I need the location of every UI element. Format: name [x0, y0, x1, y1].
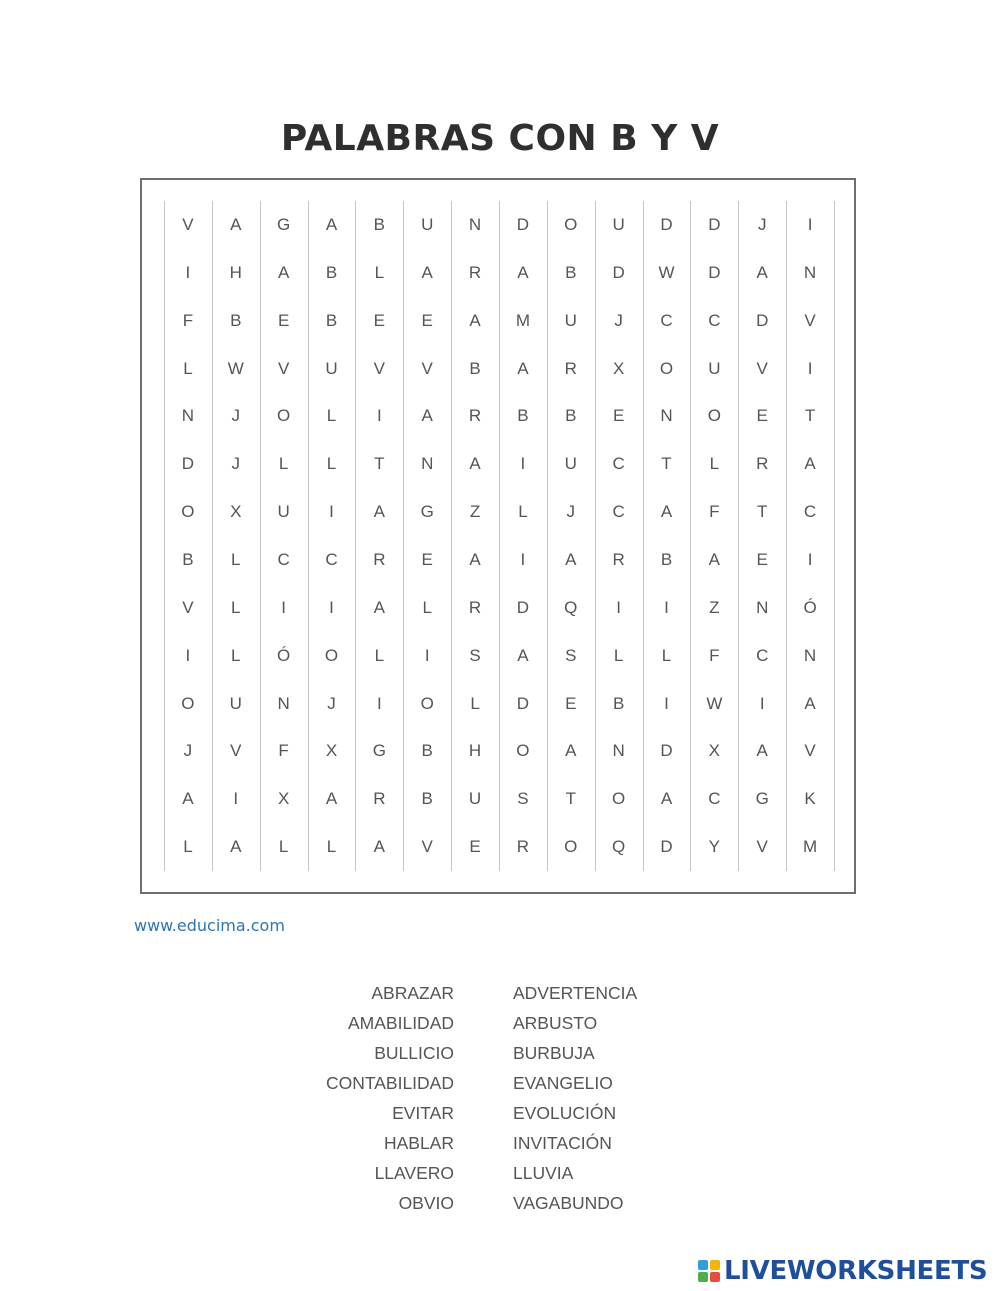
grid-letter[interactable]: N	[468, 215, 482, 234]
grid-letter[interactable]: V	[756, 837, 768, 857]
grid-letter[interactable]: A	[469, 310, 481, 330]
word-list-item: ARBUSTO	[513, 1013, 598, 1033]
grid-letter[interactable]: E	[612, 406, 625, 426]
grid-letter[interactable]: O	[516, 741, 530, 761]
grid-letter[interactable]: J	[327, 693, 336, 713]
grid-letter[interactable]: V	[421, 358, 433, 378]
grid-letter[interactable]: A	[325, 789, 338, 809]
grid-letter[interactable]: F	[709, 645, 720, 665]
grid-letter[interactable]: L	[231, 645, 241, 665]
word-list-item: AMABILIDAD	[348, 1013, 454, 1033]
grid-letter[interactable]: R	[468, 597, 482, 617]
grid-letter[interactable]: I	[233, 789, 239, 809]
grid-letter[interactable]: V	[373, 358, 386, 378]
grid-letter[interactable]: W	[227, 358, 244, 378]
grid-letter[interactable]: C	[708, 789, 721, 809]
grid-letter[interactable]: V	[421, 837, 433, 857]
grid-letter[interactable]: C	[612, 454, 625, 474]
grid-letter[interactable]: D	[516, 215, 530, 234]
word-list-item: ABRAZAR	[371, 983, 454, 1003]
grid-letter[interactable]: A	[469, 454, 481, 474]
grid-letter[interactable]: I	[376, 406, 382, 426]
liveworksheets-logo[interactable]	[698, 1255, 987, 1287]
grid-letter[interactable]: U	[325, 358, 338, 378]
grid-letter[interactable]: B	[469, 358, 481, 378]
grid-letter[interactable]: I	[759, 693, 765, 713]
grid-letter[interactable]: U	[277, 502, 290, 522]
grid-letter[interactable]: V	[804, 741, 816, 761]
grid-letter[interactable]: M	[802, 837, 818, 857]
grid-letter[interactable]: X	[325, 741, 338, 761]
grid-letter[interactable]: H	[229, 262, 242, 282]
grid-letter[interactable]: N	[756, 597, 769, 617]
grid-letter[interactable]: V	[804, 310, 816, 330]
grid-letter[interactable]: A	[660, 789, 673, 809]
grid-letter[interactable]: A	[804, 454, 816, 474]
grid-letter[interactable]: E	[756, 406, 768, 426]
grid-letter[interactable]: I	[807, 215, 813, 234]
grid-letter[interactable]: C	[708, 310, 721, 330]
page-title: PALABRAS CON B Y V	[280, 118, 720, 159]
grid-letter[interactable]: D	[181, 454, 195, 474]
grid-letter[interactable]: D	[516, 693, 530, 713]
grid-letter[interactable]: I	[329, 597, 334, 617]
grid-letter[interactable]: V	[182, 215, 194, 234]
grid-letter[interactable]: E	[277, 310, 290, 330]
grid-letter[interactable]: S	[469, 645, 481, 665]
grid-letter[interactable]: I	[807, 550, 813, 569]
grid-letter[interactable]: E	[565, 693, 577, 713]
grid-letter[interactable]: B	[660, 550, 673, 569]
grid-letter[interactable]: A	[421, 406, 433, 426]
grid-letter[interactable]: D	[660, 215, 673, 234]
grid-letter[interactable]: Ó	[277, 645, 291, 665]
grid-letter[interactable]: O	[181, 502, 195, 522]
grid-letter[interactable]: Y	[708, 837, 721, 857]
grid-letter[interactable]: H	[468, 741, 482, 761]
grid-letter[interactable]: D	[660, 837, 673, 857]
word-list-right	[513, 980, 763, 1220]
grid-letter[interactable]: L	[709, 454, 720, 474]
grid-letter[interactable]: E	[756, 550, 768, 569]
grid-letter[interactable]: L	[326, 837, 337, 857]
grid-letter[interactable]: R	[468, 262, 482, 282]
grid-letter[interactable]: X	[277, 789, 290, 809]
word-list-item: VAGABUNDO	[513, 1193, 624, 1213]
grid-letter[interactable]: V	[756, 358, 768, 378]
grid-letter[interactable]: L	[326, 454, 337, 474]
grid-letter[interactable]: B	[373, 215, 386, 234]
grid-letter[interactable]: C	[612, 502, 625, 522]
grid-letter[interactable]: B	[421, 741, 433, 761]
grid-letter[interactable]: G	[277, 215, 291, 234]
word-list-left	[250, 980, 454, 1220]
grid-letter[interactable]: J	[231, 406, 241, 426]
grid-letter[interactable]: L	[470, 693, 480, 713]
grid-letter[interactable]: Z	[709, 597, 720, 617]
grid-letter[interactable]: I	[520, 454, 526, 474]
grid-letter[interactable]: O	[564, 837, 578, 857]
grid-letter[interactable]: T	[661, 454, 672, 474]
grid-letter[interactable]: U	[468, 789, 482, 809]
grid-letter[interactable]: D	[708, 215, 721, 234]
grid-letter[interactable]: W	[658, 262, 675, 282]
grid-letter[interactable]: L	[326, 406, 337, 426]
grid-letter[interactable]: O	[612, 789, 626, 809]
grid-letter[interactable]: I	[520, 550, 526, 569]
grid-letter[interactable]: M	[515, 310, 530, 330]
grid-letter[interactable]: Q	[564, 597, 578, 617]
grid-letter[interactable]: R	[516, 837, 530, 857]
grid-letter[interactable]: A	[565, 550, 577, 569]
grid-letter[interactable]: O	[707, 406, 721, 426]
grid-letter[interactable]: A	[469, 550, 481, 569]
grid-letter[interactable]: R	[373, 550, 386, 569]
grid-letter[interactable]: A	[756, 262, 768, 282]
logo-text: LIVEWORKSHEETS	[724, 1256, 988, 1286]
grid-letter[interactable]: L	[183, 358, 193, 378]
grid-letter[interactable]: T	[565, 789, 576, 809]
grid-letter[interactable]: O	[181, 693, 195, 713]
grid-letter[interactable]: C	[325, 550, 338, 569]
grid-letter[interactable]: L	[613, 645, 624, 665]
grid-letter[interactable]: A	[517, 358, 529, 378]
word-list-item: OBVIO	[398, 1193, 454, 1213]
grid-letter[interactable]: V	[182, 597, 194, 617]
grid-letter[interactable]: E	[469, 837, 481, 857]
grid-letter[interactable]: L	[661, 645, 672, 665]
grid-letter[interactable]: X	[708, 741, 721, 761]
grid-letter[interactable]: I	[281, 597, 286, 617]
grid-letter[interactable]: A	[804, 693, 816, 713]
grid-letter[interactable]: O	[420, 693, 434, 713]
grid-letter[interactable]: U	[612, 215, 625, 234]
grid-letter[interactable]: N	[421, 454, 434, 474]
grid-letter[interactable]: N	[660, 406, 673, 426]
grid-letter[interactable]: G	[372, 741, 386, 761]
grid-letter[interactable]: I	[424, 645, 430, 665]
grid-letter[interactable]: N	[277, 693, 290, 713]
grid-letter[interactable]: D	[708, 262, 721, 282]
grid-letter[interactable]: B	[182, 550, 194, 569]
grid-letter[interactable]: R	[373, 789, 386, 809]
grid-letter[interactable]: U	[421, 215, 434, 234]
grid-letter[interactable]: E	[421, 310, 433, 330]
grid-letter[interactable]: A	[517, 645, 529, 665]
grid-letter[interactable]: X	[230, 502, 242, 522]
grid-letter[interactable]: I	[807, 358, 813, 378]
grid-letter[interactable]: A	[182, 789, 194, 809]
grid-letter[interactable]: B	[517, 406, 529, 426]
grid-letter[interactable]: R	[468, 406, 482, 426]
grid-letter[interactable]: F	[182, 310, 194, 330]
grid-letter[interactable]: B	[612, 693, 625, 713]
grid-letter[interactable]: A	[756, 741, 768, 761]
grid-letter[interactable]: L	[231, 597, 241, 617]
grid-letter[interactable]: L	[374, 262, 385, 282]
grid-letter[interactable]: B	[325, 262, 338, 282]
word-list-item: LLUVIA	[513, 1163, 574, 1183]
grid-column-divider	[834, 201, 835, 871]
grid-letter[interactable]: Z	[469, 502, 481, 522]
grid-letter[interactable]: L	[231, 550, 241, 569]
grid-letter[interactable]: E	[373, 310, 386, 330]
grid-letter[interactable]: J	[231, 454, 241, 474]
grid-letter[interactable]: G	[755, 789, 769, 809]
grid-letter[interactable]: D	[660, 741, 673, 761]
grid-letter[interactable]: B	[565, 406, 577, 426]
grid-letter[interactable]: F	[278, 741, 289, 761]
grid-letter[interactable]: T	[757, 502, 768, 522]
grid-letter[interactable]: L	[183, 837, 193, 857]
grid-letter[interactable]: U	[708, 358, 721, 378]
grid-letter[interactable]: J	[614, 310, 623, 330]
grid-letter[interactable]: Ó	[803, 597, 817, 617]
grid-letter[interactable]: D	[516, 597, 530, 617]
word-list-item: HABLAR	[383, 1133, 454, 1153]
grid-letter[interactable]: N	[612, 741, 625, 761]
grid-letter[interactable]: L	[518, 502, 528, 522]
grid-letter[interactable]: A	[373, 502, 386, 522]
grid-letter[interactable]: O	[659, 358, 674, 378]
grid-letter[interactable]: T	[374, 454, 385, 474]
grid-letter[interactable]: A	[373, 597, 386, 617]
word-list-item: INVITACIÓN	[513, 1133, 612, 1153]
grid-letter[interactable]: B	[230, 310, 242, 330]
word-list-item: EVITAR	[392, 1103, 454, 1123]
grid-letter[interactable]: I	[185, 262, 191, 282]
word-list-item: LLAVERO	[374, 1163, 454, 1183]
grid-letter[interactable]: I	[664, 597, 669, 617]
grid-letter[interactable]: W	[706, 693, 723, 713]
grid-letter[interactable]: T	[804, 406, 816, 426]
grid-letter[interactable]: I	[329, 502, 334, 522]
grid-letter[interactable]: L	[278, 454, 289, 474]
grid-letter[interactable]: E	[421, 550, 433, 569]
grid-letter[interactable]: B	[565, 262, 577, 282]
grid-letter[interactable]: A	[277, 262, 290, 282]
grid-letter[interactable]: N	[181, 406, 195, 426]
grid-letter[interactable]: I	[664, 693, 669, 713]
grid-letter[interactable]: A	[230, 215, 242, 234]
word-list-item: CONTABILIDAD	[325, 1073, 454, 1093]
grid-letter[interactable]: A	[660, 502, 673, 522]
grid-letter[interactable]: V	[277, 358, 290, 378]
grid-letter[interactable]: A	[565, 741, 577, 761]
grid-letter[interactable]: R	[612, 550, 625, 569]
grid-letter[interactable]: J	[566, 502, 576, 522]
grid-letter[interactable]: D	[612, 262, 625, 282]
word-search-grid	[164, 201, 834, 871]
grid-letter[interactable]: R	[756, 454, 769, 474]
word-list-item: EVANGELIO	[513, 1073, 613, 1093]
grid-letter[interactable]: A	[373, 837, 386, 857]
grid-letter[interactable]: V	[230, 741, 242, 761]
source-url[interactable]: www.educima.com	[134, 916, 285, 935]
grid-letter[interactable]: I	[616, 597, 621, 617]
grid-letter[interactable]: U	[564, 454, 577, 474]
grid-letter[interactable]: C	[277, 550, 290, 569]
grid-letter[interactable]: Q	[612, 837, 626, 857]
grid-letter[interactable]: R	[564, 358, 577, 378]
grid-letter[interactable]: O	[277, 406, 291, 426]
grid-letter[interactable]: K	[804, 789, 816, 809]
grid-letter[interactable]: A	[230, 837, 242, 857]
grid-letter[interactable]: O	[324, 645, 339, 665]
grid-letter[interactable]: O	[564, 215, 578, 234]
grid-letter[interactable]: U	[229, 693, 242, 713]
grid-letter[interactable]: X	[612, 358, 625, 378]
grid-letter[interactable]: A	[421, 262, 433, 282]
grid-letter[interactable]: I	[185, 645, 191, 665]
grid-letter[interactable]: A	[325, 215, 338, 234]
grid-letter[interactable]: D	[756, 310, 769, 330]
grid-letter[interactable]: A	[517, 262, 529, 282]
grid-letter[interactable]: A	[708, 550, 721, 569]
grid-letter[interactable]: C	[756, 645, 769, 665]
grid-letter[interactable]: L	[278, 837, 289, 857]
grid-letter[interactable]: S	[565, 645, 577, 665]
grid-letter[interactable]: S	[517, 789, 529, 809]
word-list-item: EVOLUCIÓN	[513, 1103, 617, 1123]
grid-letter[interactable]: J	[183, 741, 193, 761]
liveworksheets-logo-icon	[698, 1260, 720, 1282]
grid-letter[interactable]: B	[325, 310, 338, 330]
word-list-item: BURBUJA	[513, 1043, 595, 1063]
grid-letter[interactable]: B	[421, 789, 433, 809]
word-list-item: BULLICIO	[374, 1043, 454, 1063]
grid-letter[interactable]: N	[803, 645, 817, 665]
grid-letter[interactable]: L	[374, 645, 385, 665]
grid-letter[interactable]: U	[564, 310, 577, 330]
grid-letter[interactable]: J	[757, 215, 767, 234]
grid-letter[interactable]: N	[803, 262, 817, 282]
grid-letter[interactable]: C	[660, 310, 673, 330]
grid-letter[interactable]: G	[420, 502, 434, 522]
grid-letter[interactable]: F	[709, 502, 720, 522]
word-list-item: ADVERTENCIA	[513, 983, 638, 1003]
grid-letter[interactable]: L	[422, 597, 432, 617]
grid-letter[interactable]: I	[376, 693, 382, 713]
grid-letter[interactable]: C	[803, 502, 817, 522]
